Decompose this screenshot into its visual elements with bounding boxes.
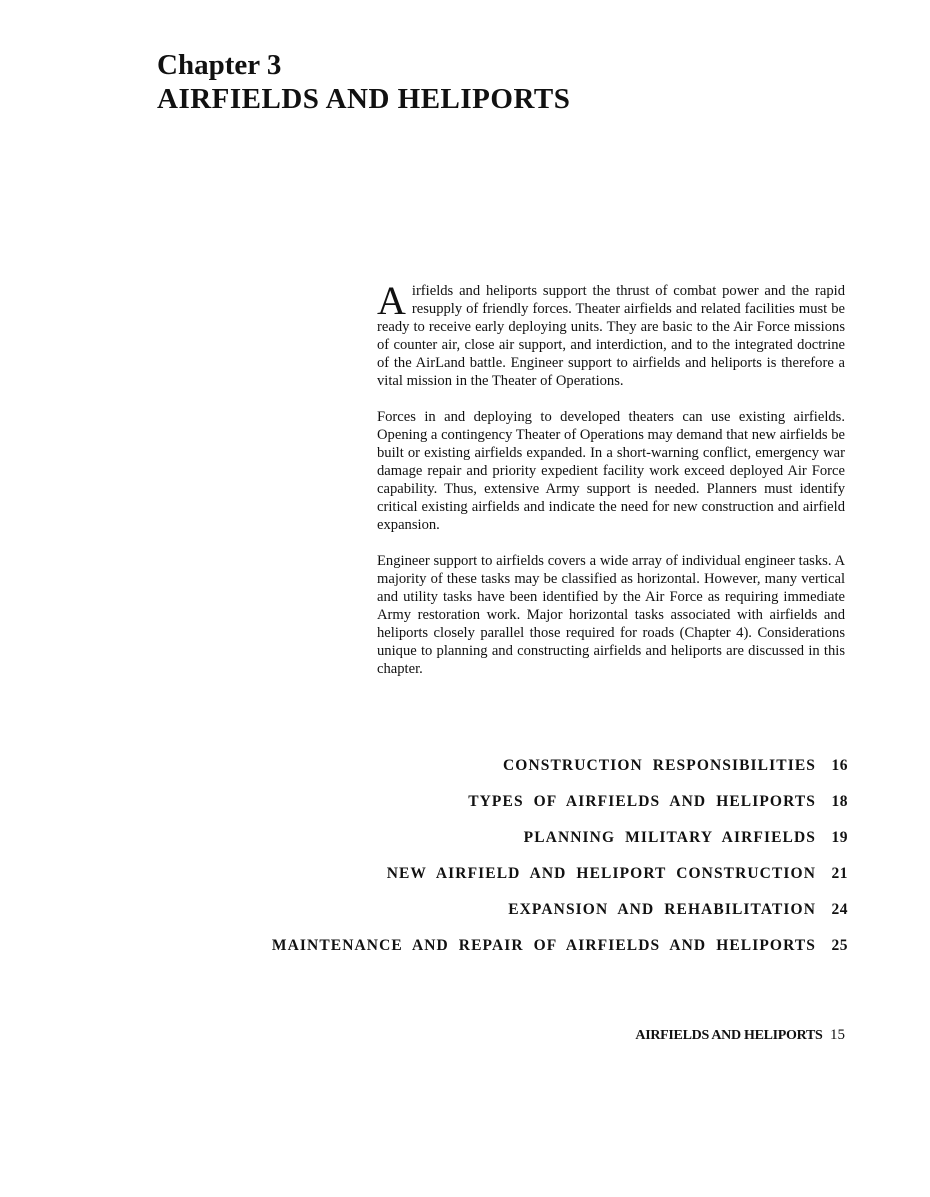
intro-paragraph-2: Forces in and deploying to developed theaters can use existing airfields. Opening a contingency Theater of Operations may demand that new airfields be built or existing airfields expanded. In a short-warning conflict, emergency war damage repair and priority expedient facility work exceed deployed Air Force capability. Thus, extensive Army support is needed. Planners must identify critical existing airfields and indicate the need for new construction and airfield expansion. <box>377 409 845 533</box>
toc-item-construction-responsibilities[interactable] <box>200 757 848 793</box>
chapter-label: Chapter 3 <box>157 49 282 81</box>
toc-item-maintenance-repair[interactable] <box>200 937 848 973</box>
toc-item-page: 21 <box>831 865 848 882</box>
intro-text <box>377 278 845 696</box>
toc-item-title: PLANNING MILITARY AIRFIELDS <box>523 829 816 846</box>
toc-item-title: TYPES OF AIRFIELDS AND HELIPORTS <box>468 793 816 810</box>
toc-item-planning-military-airfields[interactable] <box>200 829 848 865</box>
table-of-contents <box>200 757 848 973</box>
toc-item-expansion-rehabilitation[interactable] <box>200 901 848 937</box>
toc-item-page: 18 <box>831 793 848 810</box>
chapter-title: AIRFIELDS AND HELIPORTS <box>157 83 571 115</box>
paragraph-text: irfields and heliports support the thrust of combat power and the rapid resupply of friendly forces. Theater airfields and related facilities must be ready to receive early deploying units. They are basic to the Air Force missions of counter air, close air support, and interdiction, and to the integrated doctrine of the AirLand battle. Engineer support to airfields and heliports is therefore a vital mission in the Theater of Operations. <box>377 283 845 389</box>
toc-item-page: 25 <box>831 937 848 954</box>
toc-item-page: 24 <box>831 901 848 918</box>
toc-item-title: NEW AIRFIELD AND HELIPORT CONSTRUCTION <box>386 865 816 882</box>
footer-title: AIRFIELDS AND HELIPORTS <box>635 1028 823 1043</box>
toc-item-new-construction[interactable] <box>200 865 848 901</box>
page-footer <box>635 1027 845 1044</box>
toc-item-types-of-airfields[interactable] <box>200 793 848 829</box>
toc-item-page: 19 <box>831 829 848 846</box>
page-number: 15 <box>830 1027 845 1043</box>
drop-cap: A <box>377 278 406 323</box>
intro-paragraph-1 <box>377 278 845 390</box>
toc-item-title: CONSTRUCTION RESPONSIBILITIES <box>503 757 816 774</box>
chapter-header <box>157 48 857 116</box>
toc-item-title: EXPANSION AND REHABILITATION <box>508 901 816 918</box>
intro-paragraph-3: Engineer support to airfields covers a wide array of individual engineer tasks. A majority of these tasks may be classified as horizontal. However, many vertical and utility tasks have been identified by the Air Force as requiring immediate Army restoration work. Major horizontal tasks associated with airfields and heliports closely parallel those required for roads (Chapter 4). Considerations unique to planning and constructing airfields and heliports are discussed in this chapter. <box>377 553 845 677</box>
toc-item-page: 16 <box>831 757 848 774</box>
toc-item-title: MAINTENANCE AND REPAIR OF AIRFIELDS AND HELIPORTS <box>271 937 816 954</box>
